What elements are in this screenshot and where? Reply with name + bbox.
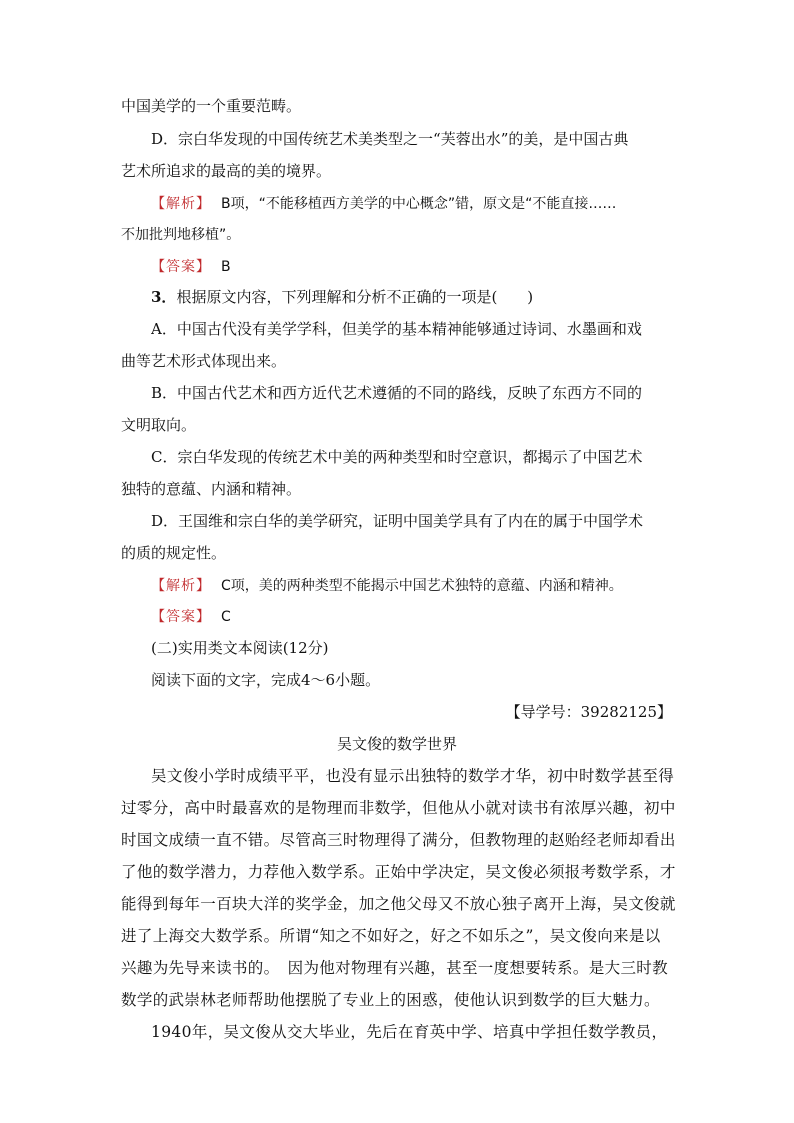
answer-block <box>151 606 681 627</box>
option-d-line: D．宗白华发现的中国传统艺术美类型之一“芙蓉出水”的美，是中国古典 <box>151 130 629 148</box>
question-number: 3． <box>151 288 177 306</box>
analysis-text: C项，美的两种类型不能揭示中国艺术独特的意蕴、内涵和精神。 <box>221 578 623 594</box>
text-line: 艺术所追求的最高的美的境界。 <box>121 162 332 180</box>
paragraph-line: 过零分，高中时最喜欢的是物理而非数学，但他从小就对读书有浓厚兴趣，初中 <box>121 799 676 817</box>
analysis-tag: 【解析】 <box>151 196 211 212</box>
answer-value: B <box>221 259 231 275</box>
answer-tag: 【答案】 <box>151 609 211 625</box>
text-line: 中国美学的一个重要范畴。 <box>121 97 302 115</box>
analysis-text: B项，“不能移植西方美学的中心概念”错，原文是“不能直接…… <box>221 196 617 212</box>
paragraph-line: 吴文俊小学时成绩平平，也没有显示出独特的数学才华，初中时数学甚至得 <box>151 767 675 785</box>
analysis-block <box>151 193 681 214</box>
article-title: 吴文俊的数学世界 <box>336 735 457 753</box>
option-c-line: C．宗白华发现的传统艺术中美的两种类型和时空意识，都揭示了中国艺术 <box>151 448 643 466</box>
analysis-tag: 【解析】 <box>151 578 211 594</box>
option-b-line: B．中国古代艺术和西方近代艺术遵循的不同的路线，反映了东西方不同的 <box>151 384 643 402</box>
analysis-block <box>151 575 681 596</box>
option-d-line: D．王国维和宗白华的美学研究，证明中国美学具有了内在的属于中国学术 <box>151 512 644 530</box>
question-3 <box>151 287 681 307</box>
paragraph-line: 能得到每年一百块大洋的奖学金，加之他父母又不放心独子离开上海，吴文俊就 <box>121 895 676 913</box>
answer-block <box>151 256 681 277</box>
option-b-cont: 文明取向。 <box>121 416 197 434</box>
option-c-cont: 独特的意蕴、内涵和精神。 <box>121 480 302 498</box>
answer-value: C <box>221 609 231 625</box>
question-text: 根据原文内容，下列理解和分析不正确的一项是( ) <box>176 288 534 306</box>
paragraph-line: 1940年，吴文俊从交大毕业，先后在育英中学、培真中学担任数学教员， <box>151 1023 668 1041</box>
option-d-cont: 的质的规定性。 <box>121 544 227 562</box>
analysis-text-cont: 不加批判地移植”。 <box>121 227 241 243</box>
paragraph-line: 数学的武崇林老师帮助他摆脱了专业上的困惑，使他认识到数学的巨大魅力。 <box>121 991 660 1009</box>
guide-number: 【导学号：39282125】 <box>505 703 672 721</box>
paragraph-line: 进了上海交大数学系。所谓“知之不如好之，好之不如乐之”，吴文俊向来是以 <box>121 927 661 945</box>
instruction-text: 阅读下面的文字，完成4～6小题。 <box>151 671 381 689</box>
paragraph-line: 了他的数学潜力，力荐他入数学系。正始中学决定，吴文俊必须报考数学系，才 <box>121 863 676 881</box>
section-heading: (二)实用类文本阅读(12分) <box>151 639 329 657</box>
option-a-line: A．中国古代没有美学学科，但美学的基本精神能够通过诗词、水墨画和戏 <box>151 320 642 338</box>
paragraph-line: 时国文成绩一直不错。尽管高三时物理得了满分，但教物理的赵贻经老师却看出 <box>121 831 676 849</box>
option-a-cont: 曲等艺术形式体现出来。 <box>121 352 287 370</box>
paragraph-line: 兴趣为先导来读书的。 因为他对物理有兴趣，甚至一度想要转系。是大三时教 <box>121 959 669 977</box>
answer-tag: 【答案】 <box>151 259 211 275</box>
